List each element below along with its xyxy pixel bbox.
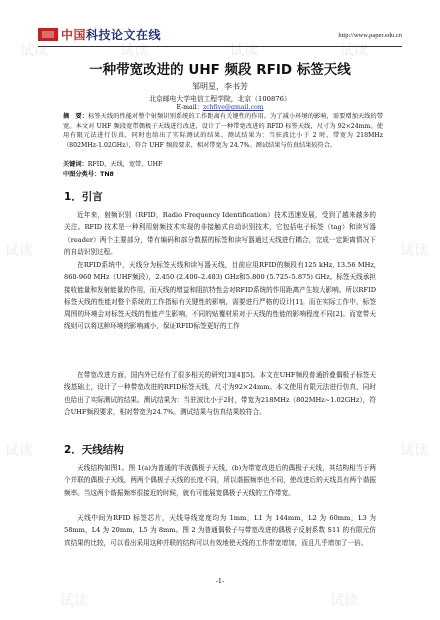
site-logo[interactable] <box>38 26 161 42</box>
paper-title: 一种带宽改进的 UHF 频段 RFID 标签天线 <box>89 62 351 78</box>
site-url[interactable]: http://www.paper.edu.cn <box>338 32 402 39</box>
keywords-label: 关键词： <box>63 161 88 168</box>
abstract-label: 摘 要： <box>63 113 89 120</box>
watermark-text: 试读 <box>400 443 428 459</box>
watermark-text: 试读 <box>330 593 358 609</box>
watermark-text: 试读 <box>5 443 33 459</box>
email-label: E-mail： <box>176 104 203 111</box>
watermark-text: 试读 <box>230 43 258 59</box>
section-paragraph: 在RFID系统中，天线分为标签天线和读写器天线，目前应用RFID的频段有125 kHz, 13.56 MHz, 860-960 MHz（UHF频段），2.450 (2.400–2.483) GHz和5.800 (5.725–5.875) GHz。标签天线承担接收能量和发射能量的作用，而天线的增益和阻抗特性会对RFID系统的作用距离产生较大影响。所以RFID标签天线的性能对整个系统的工作指标有关键性的影响，需要进行严格的设计[1]。而在实际工作中，标签周围的环境会对标签天线的性能产生影响，不同的贴覆材质对于天线的性能的影响程度不同[2]。而宽带天线则可以将这种环境的影响减小，保证RFID标签更好的工作 <box>64 261 376 331</box>
section-paragraph: 天线结构如图1。图 1(a)为普通的半波偶极子天线，(b)为带宽改进后的偶极子天线，其结构相当于两个并联的偶极子天线，两两个偶极子天线的长度不同，所以谐振频率也不同，使改进后的天线具有两个谐振频率。当这两个谐振频率很接近的时候，就有可能展宽偶极子天线的工作带宽。 <box>64 464 376 497</box>
watermark-text: 试读 <box>120 43 148 59</box>
watermark-text: 试读 <box>20 43 48 59</box>
watermark-text: 试读 <box>400 243 428 259</box>
watermark-text: 试读 <box>5 243 33 259</box>
abstract <box>63 112 383 150</box>
header-divider <box>38 46 402 47</box>
classification-label: 中图分类号： <box>63 171 101 178</box>
logo-text <box>61 26 161 43</box>
section-paragraph: 在带宽改进方面，国内外已经有了很多相关的研究[3][4][5]。本文在UHF频段普通折叠偶极子标签天线基础上，设计了一种带宽改进的RFID标签天线，尺寸为92×24mm。本文使用有限元法进行仿真，同时也给出了实际测试的结果。测试结果为：当驻波比小于2时，带宽为218MHz（802MHz~1.02GHz），符合UHF频段要求，相对带宽为24.7%。测试结果与仿真结果较符合。 <box>64 371 376 416</box>
classification <box>63 170 383 180</box>
paper-affiliation: 北京邮电大学电信工程学院，北京（100876） <box>149 95 291 103</box>
abstract-text: 标签天线的性能对整个射频识别系统的工作距离有关键性的作用。为了减小环境的影响，需要增加天线的带宽。本文对 UHF 频段宽带偶极子天线进行改进，设计了一种带宽改进的 RFID 标签天线，尺寸为 92×24mm。使用有限元法进行仿真，同时也给出了实际测试的结果。测试结果为：当驻波比小于 2 时，带宽为 218MHz（802MHz-1.02GHz），符合 UHF 频段要求，相对带宽为 24.7%。测试结果与仿真结果较符合。 <box>63 113 384 149</box>
logo-mark-icon <box>38 28 58 41</box>
paper-email-line <box>0 102 440 111</box>
logo-text-red: 中国 <box>61 27 87 42</box>
section-heading: 2．天线结构 <box>64 444 124 456</box>
watermark-text: 试读 <box>60 593 88 609</box>
logo-text-blue: 科技论文在线 <box>86 27 162 42</box>
email-link[interactable]: zchfive@gmail.com <box>202 104 264 111</box>
section-paragraph: 近年来，射频识别（RFID，Radio Frequency Identification）技术迅速发展，受到了越来越多的关注。RFID 技术是一种利用射频技术实现的非接触式自动识别技术，它包括电子标签（tag）和读写器（reader）两个主要部分，带有编码和部分数据的标签和读写器通过天线进行耦合，完成一定距离情况下的自动识别过程。 <box>64 211 376 256</box>
page-header <box>38 22 402 48</box>
classification-code: TN8 <box>100 171 114 178</box>
paper-authors: 邹明星，李书芳 <box>192 82 248 91</box>
section-heading: 1．引言 <box>64 191 103 203</box>
watermark-text: 试读 <box>340 43 368 59</box>
keywords-text: RFID，天线，宽带，UHF <box>87 161 163 168</box>
page-number: -1- <box>215 577 225 585</box>
keywords <box>63 160 383 170</box>
section-paragraph: 天线中间为RFID 标签芯片，天线导线宽度均为 1mm，L1 为 144mm，L2 为 60mm，L3 为 58mm，L4 为 20mm，L5 为 8mm。图 2 为普通偶极子与带宽改进的偶极子反射系数 S11 的有限元仿真结果的比较，可以看出采用这种并联的结构可以有效地使天线的工作带宽增加，而且几乎增加了一倍。 <box>64 514 376 547</box>
